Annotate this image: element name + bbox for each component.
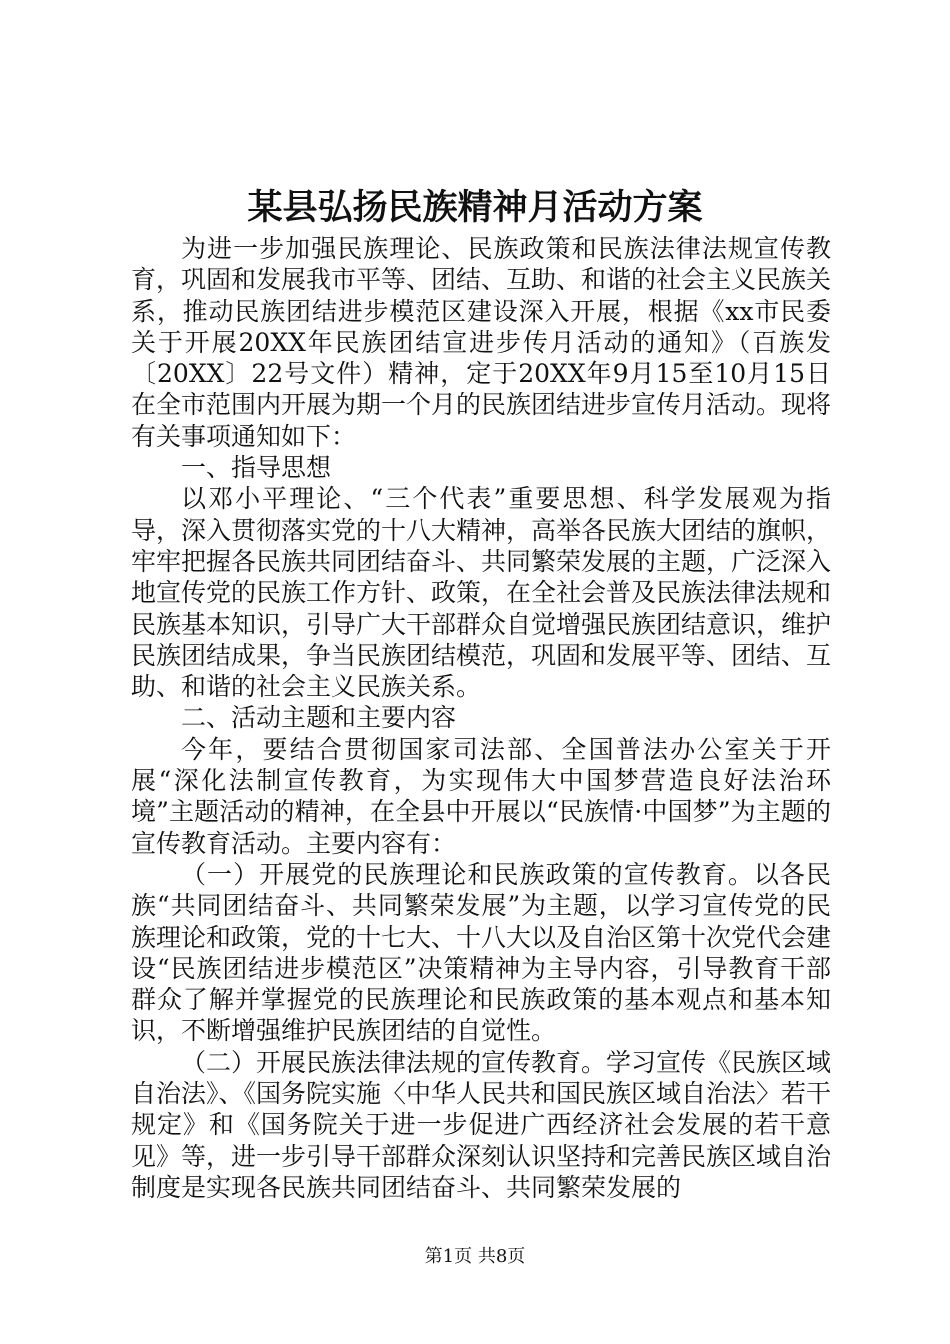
section-heading-guiding-thought: 一、指导思想 [181, 453, 332, 483]
section-heading-theme-content: 二、活动主题和主要内容 [181, 703, 457, 733]
document-title: 某县弘扬民族精神月活动方案 [247, 187, 703, 228]
theme-content-paragraph: 今年，要结合贯彻国家司法部、全国普法办公室关于开展“深化法制宣传教育，为实现伟大中国梦营造良好法治环境”主题活动的精神，在全县中开展以“民族情·中国梦”为主题的宣传教育活动。主要内容有： [131, 734, 831, 858]
document-body [131, 233, 831, 1203]
intro-paragraph: 为进一步加强民族理论、民族政策和民族法律法规宣传教育，巩固和发展我市平等、团结、互助、和谐的社会主义民族关系，推动民族团结进步模范区建设深入开展，根据《xx市民委关于开展20XX年民族团结宣进步传月活动的通知》（百族发〔20XX〕22号文件）精神，定于20XX年9月15至10月15日在全市范围内开展为期一个月的民族团结进步宣传月活动。现将有关事项通知如下： [131, 234, 832, 451]
item-two-paragraph: （二）开展民族法律法规的宣传教育。学习宣传《民族区域自治法》、《国务院实施〈中华人民共和国民族区域自治法〉若干规定》和《国务院关于进一步促进广西经济社会发展的若干意见》等，进一步引导干部群众深刻认识坚持和完善民族区域自治制度是实现各民族共同团结奋斗、共同繁荣发展的 [131, 1047, 832, 1202]
item-one-paragraph: （一）开展党的民族理论和民族政策的宣传教育。以各民族“共同团结奋斗、共同繁荣发展”为主题，以学习宣传党的民族理论和政策，党的十七大、十八大以及自治区第十次党代会建设“民族团结进步模范区”决策精神为主导内容，引导教育干部群众了解并掌握党的民族理论和民族政策的基本观点和基本知识，不断增强维护民族团结的自觉性。 [131, 859, 832, 1046]
page-number-footer: 第1页 共8页 [424, 1246, 526, 1267]
guiding-thought-paragraph: 以邓小平理论、“三个代表”重要思想、科学发展观为指导，深入贯彻落实党的十八大精神，高举各民族大团结的旗帜，牢牢把握各民族共同团结奋斗、共同繁荣发展的主题，广泛深入地宣传党的民族工作方针、政策，在全社会普及民族法律法规和民族基本知识，引导广大干部群众自觉增强民族团结意识，维护民族团结成果，争当民族团结模范，巩固和发展平等、团结、互助、和谐的社会主义民族关系。 [131, 484, 832, 702]
